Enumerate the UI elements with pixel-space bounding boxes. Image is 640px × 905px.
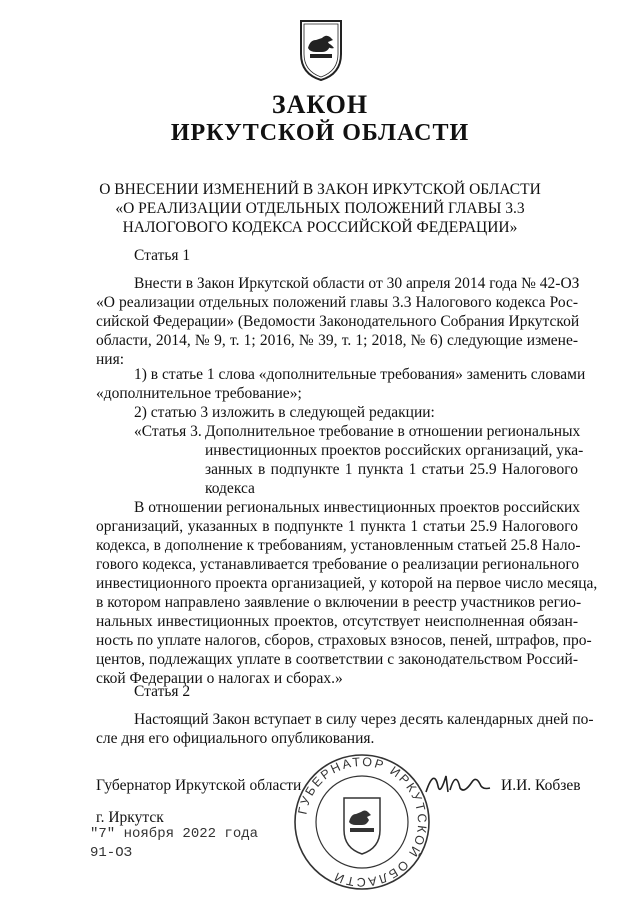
seal-text: ГУБЕРНАТОР ИРКУТСКОЙ ОБЛАСТИ	[295, 754, 430, 890]
official-seal	[292, 752, 432, 892]
text-line: Внести в Закон Иркутской области от 30 апреля 2014 года № 42-ОЗ	[134, 275, 580, 292]
article-1-item-2: 2) статью 3 изложить в следующей редакции:	[134, 404, 435, 421]
text-line: сле дня его официального опубликования.	[96, 730, 375, 747]
law-subtitle	[70, 180, 570, 237]
article-1-heading: Статья 1	[134, 247, 191, 264]
text-line: 1) в статье 1 слова «дополнительные требования» заменить словами	[134, 366, 586, 383]
signing-date: "7" ноября 2022 года	[90, 826, 259, 842]
text-line: инвестиционного проекта организацией, у которой на первое число месяца,	[96, 575, 598, 592]
text-line: организаций, указанных в подпункте 1 пункта 1 статьи 25.9 Налогового	[96, 518, 578, 535]
text-line: «О реализации отдельных положений главы 3.3 Налогового кодекса Рос-	[96, 294, 578, 311]
text-line: в котором направлено заявление о включении в реестр участников регио-	[96, 594, 582, 611]
text-line: кодекса	[205, 480, 255, 497]
subtitle-line: О ВНЕСЕНИИ ИЗМЕНЕНИЙ В ЗАКОН ИРКУТСКОЙ ОБЛАСТИ	[99, 181, 541, 198]
text-line: Настоящий Закон вступает в силу через десять календарных дней по-	[134, 711, 594, 728]
document-title-region: ИРКУТСКОЙ ОБЛАСТИ	[170, 120, 470, 146]
text-line: ской Федерации о налогах и сборах.»	[96, 670, 343, 687]
text-line: Дополнительное требование в отношении региональных	[205, 423, 581, 440]
subtitle-line: НАЛОГОВОГО КОДЕКСА РОССИЙСКОЙ ФЕДЕРАЦИИ»	[122, 219, 518, 236]
text-line: ность по уплате налогов, сборов, страховых взносов, пеней, штрафов, про-	[96, 632, 592, 649]
city-label: г. Иркутск	[96, 809, 164, 826]
signatory-name: И.И. Кобзев	[501, 777, 581, 794]
text-line: сийской Федерации» (Ведомости Законодательного Собрания Иркутской	[96, 313, 580, 330]
subtitle-line: «О РЕАЛИЗАЦИИ ОТДЕЛЬНЫХ ПОЛОЖЕНИЙ ГЛАВЫ 3.3	[115, 200, 525, 217]
text-line: гового кодекса, устанавливается требование о реализации регионального	[96, 556, 580, 573]
quote-label: «Статья 3.	[134, 423, 202, 440]
law-number: 91-ОЗ	[90, 845, 133, 861]
text-line: области, 2014, № 9, т. 1; 2016, № 39, т. 1; 2018, № 6) следующие измене-	[96, 332, 578, 349]
text-line: В отношении региональных инвестиционных проектов российских	[134, 499, 581, 516]
text-line: ния:	[96, 351, 125, 368]
text-line: занных в подпункте 1 пункта 1 статьи 25.9 Налогового	[205, 461, 578, 478]
text-line: инвестиционных проектов российских организаций, ука-	[205, 442, 584, 459]
article-2-heading: Статья 2	[134, 683, 191, 700]
text-line: кодекса, в дополнение к требованиям, установленным статьей 25.8 Нало-	[96, 537, 581, 554]
handwritten-signature	[420, 762, 500, 802]
text-line: «дополнительное требование»;	[96, 385, 302, 402]
text-line: центов, подлежащих уплате в соответствии с законодательством Россий-	[96, 651, 578, 668]
coat-of-arms-icon	[298, 18, 344, 82]
text-line: нальных инвестиционных проектов, отсутствует неисполненная обязан-	[96, 613, 578, 630]
document-title: ЗАКОН	[271, 90, 369, 119]
signatory-position: Губернатор Иркутской области	[96, 777, 302, 794]
